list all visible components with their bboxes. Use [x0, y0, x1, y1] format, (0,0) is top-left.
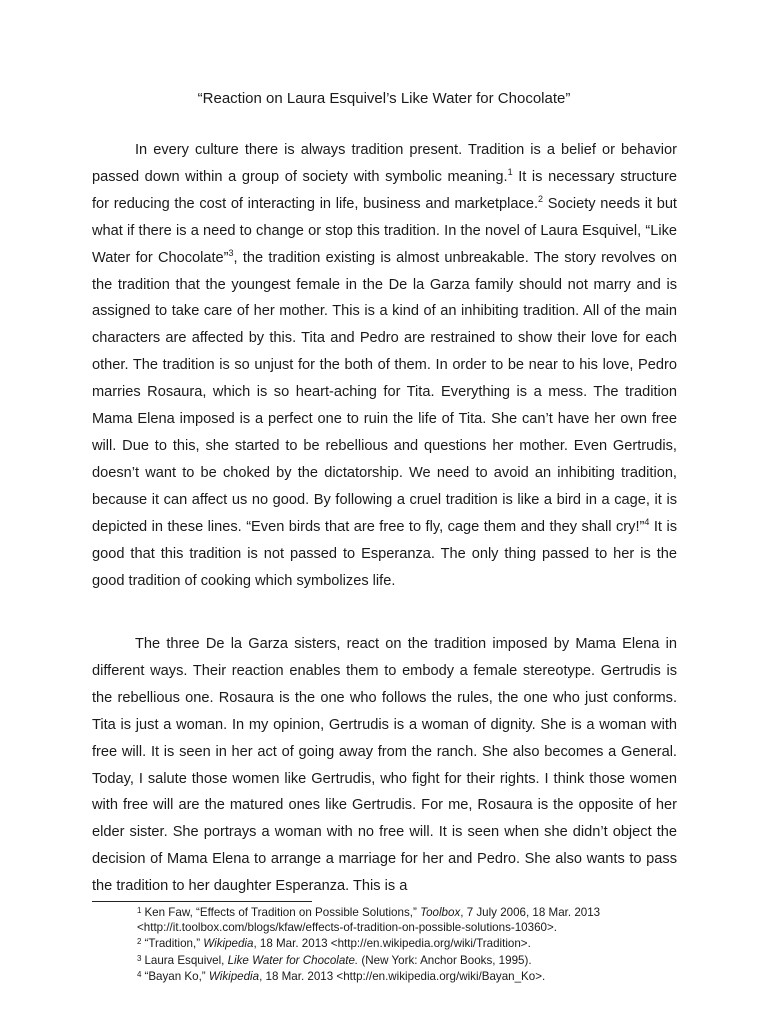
footnote-number: 1	[137, 906, 142, 915]
footnote-ref-4: 4	[644, 516, 650, 527]
footnote-text: Ken Faw, “Effects of Tradition on Possible Solutions,”	[144, 906, 421, 919]
footnote-url: <http://it.toolbox.com/blogs/kfaw/effects-of-tradition-on-possible-solutions-10360>.	[137, 920, 557, 934]
footnote-item	[137, 935, 697, 952]
footnote-number: 2	[137, 937, 142, 947]
paragraph-1-text-b: It is necessary structure for reducing the cost of interacting in life, business and marketplace.	[92, 168, 677, 212]
footnote-text-end: , 18 Mar. 2013 <http://en.wikipedia.org/wiki/Bayan_Ko>.	[259, 970, 546, 984]
essay-title: “Reaction on Laura Esquivel’s Like Water for Chocolate”	[197, 90, 571, 107]
footnote-ref-1: 1	[507, 166, 513, 177]
footnote-source-title: Wikipedia	[203, 937, 254, 951]
footnote-text-end: , 7 July 2006, 18 Mar. 2013	[460, 906, 601, 919]
footnote-separator	[92, 901, 312, 902]
footnote-ref-2: 2	[538, 193, 544, 204]
footnote-text: Laura Esquivel,	[144, 953, 228, 967]
paragraph-1-text-a: In every culture there is always tradition present. Tradition is a belief or behavior passed down within a group of society with symbolic meaning.	[92, 142, 677, 185]
footnote-item	[137, 904, 697, 935]
footnote-ref-3: 3	[228, 247, 234, 258]
footnote-item	[137, 968, 697, 985]
footnote-text-end: , 18 Mar. 2013 <http://en.wikipedia.org/wiki/Tradition>.	[253, 937, 531, 951]
footnote-source-title: Toolbox	[420, 906, 461, 919]
footnote-text: “Bayan Ko,”	[144, 970, 209, 984]
paragraph-1-text-c: Society needs it but what if there is a need to change or stop this tradition. In the novel of Laura Esquivel, “Like Water for Chocolate”	[92, 195, 677, 266]
footnote-source-title: Wikipedia	[208, 970, 260, 984]
footnote-number: 3	[137, 953, 142, 963]
footnote-text: “Tradition,”	[144, 937, 204, 951]
footnotes-list	[137, 904, 697, 985]
paragraph-1-text-d: , the tradition existing is almost unbreakable. The story revolves on the tradition that the youngest female in the De la Garza family should not marry and is assigned to take care of her mother. This is a kind of an inhibiting tradition. All of the main characters are affected by this. Tita and Pedro are restrained to show their love for each other. The tradition is so unjust for the both of them. In order to be near to his love, Pedro marries Rosaura, which is so heart-aching for Tita. Everything is a mess. The tradition Mama Elena imposed is a perfect one to ruin the life of Tita. She can’t have her own free will. Due to this, she started to be rebellious and questions her mother. Even Gertrudis, doesn’t want to be choked by the dictatorship. We need to avoid an inhibiting tradition, because it can affect us no good. By following a cruel tradition is like a bird in a cage, it is depicted in these lines. “Even birds that are free to fly, cage them and they shall cry!”	[92, 249, 677, 535]
footnote-source-title: Like Water for Chocolate.	[227, 953, 359, 967]
paragraph-1-text-e: It is good that this tradition is not passed to Esperanza. The only thing passed to her is the good tradition of cooking which symbolizes life.	[92, 518, 678, 589]
footnote-item	[137, 952, 697, 969]
footnote-number: 4	[137, 970, 142, 980]
paragraph-2: The three De la Garza sisters, react on the tradition imposed by Mama Elena in different ways. Their reaction enables them to embody a female stereotype. Gertrudis is the rebellious one. Rosaura is the one who follows the rules, the one who just conforms. Tita is just a woman. In my opinion, Gertrudis is a woman of dignity. She is a woman with free will. It is seen in her act of going away from the ranch. She also becomes a General. Today, I salute those women like Gertrudis, who fight for their rights. I think those women with free will are the matured ones like Gertrudis. For me, Rosaura is the opposite of her elder sister. She portrays a woman with no free will. It is seen when she didn’t object the decision of Mama Elena to arrange a marriage for her and Pedro. She also wants to pass the tradition to her daughter Esperanza. This is a	[92, 636, 677, 895]
footnote-text-end: (New York: Anchor Books, 1995).	[358, 953, 532, 967]
paragraph-1	[92, 137, 677, 594]
